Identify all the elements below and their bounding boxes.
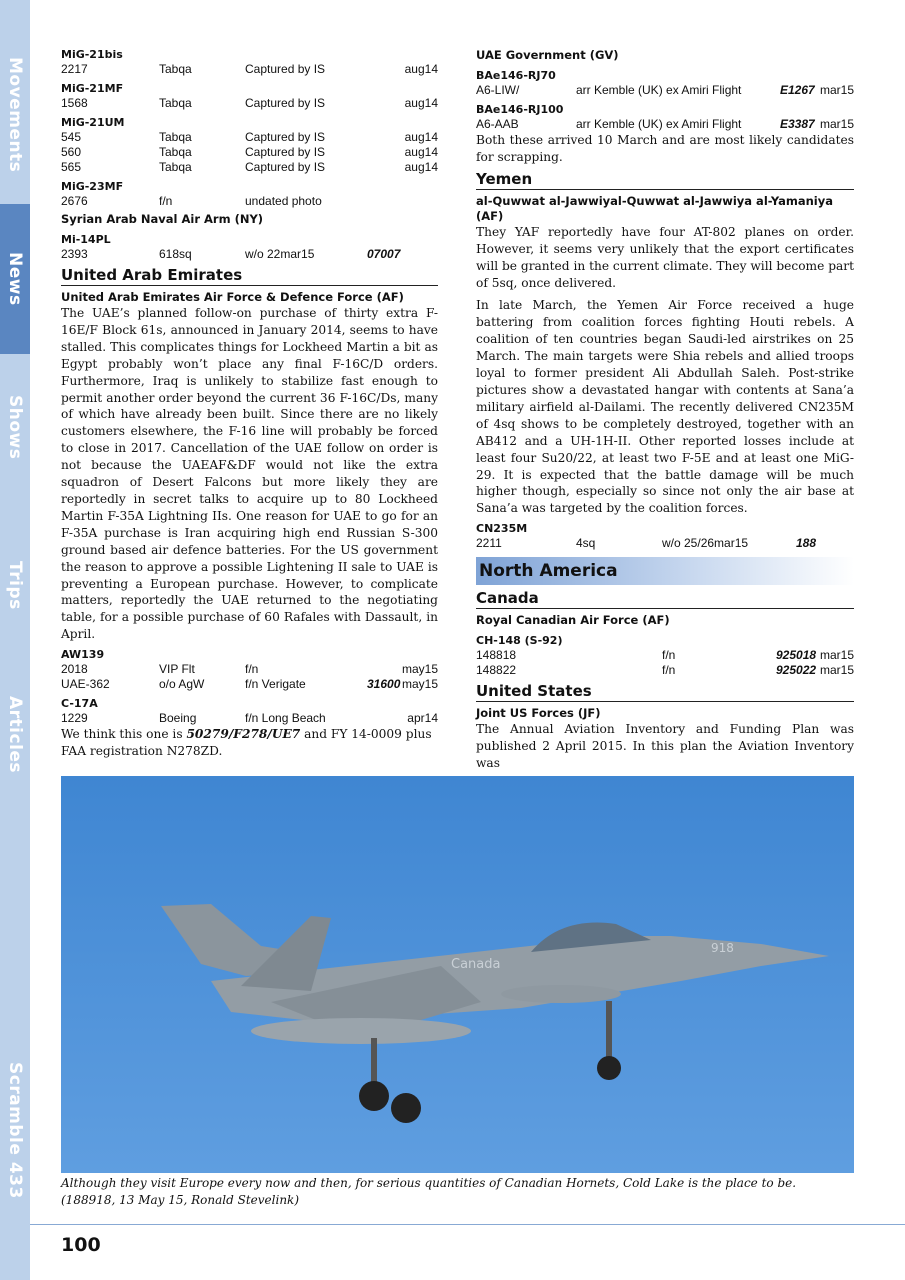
unit-heading: al-Quwwat al-Jawwiyal-Quwwat al-Jawwiya al-Yamaniya (AF): [476, 193, 834, 223]
fuselage-marking: Canada: [451, 957, 501, 972]
footer-rule: [30, 1224, 905, 1225]
centre-tank: [501, 985, 621, 1003]
body-paragraph: The Annual Aviation Inventory and Funding Plan was published 2 April 2015. In this plan the Aviation Inventory was: [476, 722, 854, 771]
tail-number: 918: [711, 941, 734, 955]
section-title-us: United States: [476, 682, 854, 702]
unit-heading: Syrian Arab Naval Air Arm (NY): [61, 212, 264, 226]
body-paragraph: In late March, the Yemen Air Force received a huge battering from coalition forces fighting Houti rebels. A coalition of ten countries began Saudi-led airstrikes on 25 March. The main targets were Shia rebels and allied troops loyal to former president Ali Abdullah Saleh. Post-strike pictures show a devastated hangar with contents at Sana’a military airfield al-Dailami. The recently delivered CN235M of 4sq shows to be completely destroyed, together with an AB412 and a UH-1H-II. Other reported losses include at least four Su20/22, at least two F-5E and at least one MiG-29. It is expected that the battle damage will be much higher though, especially so since not only the air base at Sana’a was targeted by the coalition forces.: [476, 298, 854, 516]
nose-gear-strut: [606, 1001, 612, 1061]
section-sidebar: [0, 0, 30, 1280]
sidebar-tab-articles[interactable]: Articles: [5, 696, 25, 774]
type-heading: MiG-23MF: [61, 180, 124, 193]
fuel-tank: [251, 1018, 471, 1044]
table-row: 2217 Tabqa Captured by IS aug14: [61, 62, 438, 76]
type-heading: BAe146-RJ70: [476, 69, 556, 82]
table-row: 148818 f/n 925018 mar15: [476, 648, 854, 663]
section-title-canada: Canada: [476, 589, 854, 609]
sidebar-tab-movements[interactable]: Movements: [5, 57, 25, 173]
left-column: [61, 44, 438, 760]
nose-wheel: [597, 1056, 621, 1080]
table-row: 2018 VIP Flt f/n may15: [61, 662, 438, 677]
section-title-yemen: Yemen: [476, 170, 854, 190]
type-heading: MiG-21UM: [61, 116, 125, 129]
c17-note: We think this one is 50279/F278/UE7 and FY 14-0009 plus FAA registration N278ZD.: [61, 727, 432, 759]
sidebar-tab-scramble[interactable]: Scramble 433: [5, 1061, 25, 1199]
sidebar-tab-news[interactable]: News: [0, 204, 30, 354]
table-row: 2211 4sq w/o 25/26mar15 188: [476, 536, 817, 551]
table-row: 2676 f/n undated photo: [61, 194, 322, 208]
body-paragraph: The UAE’s planned follow-on purchase of thirty extra F-16E/F Block 61s, announced in January 2014, seems to have stalled. This complicates things for Lockheed Martin a bit as Egypt probably won’t place any final F-16C/D orders. Furthermore, Iraq is unlikely to stabilize fast enough to permit another order beyond the current 36 F-16C/Ds, many of which have already been built. Since there are no likely customers elsewhere, the F-16 line will probably be forced to close in 2017. Cancellation of the UAE follow on order is not because the UAEAF&DF would not like the extra squadron of Desert Falcons but more likely they are reportedly in secret talks to acquire up to 80 Lockheed Martin F-35A Lightning IIs. One reason for UAE to go for an F-35A purchase is Iran acquiring high end Russian S-300 ground based air defence batteries. For the US government the reason to approve a possible Lightening II sale to UAE is preventing a European purchase. However, to complicate matters, reportedly the UAE returned to the negotiating table, for a possible purchase of 60 Rafales with Dassault, in April.: [61, 306, 438, 642]
table-row: UAE-362 o/o AgW f/n Verigate 31600 may15: [61, 677, 438, 692]
type-heading: CN235M: [476, 522, 528, 536]
photo-caption: Although they visit Europe every now and then, for serious quantities of Canadian Hornets, Cold Lake is the place to be. (188918, 13 May 15, Ronald Stevelink): [61, 1176, 797, 1207]
type-heading: MiG-21MF: [61, 82, 124, 95]
unit-heading: UAE Government (GV): [476, 48, 619, 62]
unit-heading: Royal Canadian Air Force (AF): [476, 613, 670, 628]
table-row: 565 Tabqa Captured by IS aug14: [61, 160, 438, 174]
sidebar-tab-shows[interactable]: Shows: [5, 394, 25, 460]
table-row: 545 Tabqa Captured by IS aug14: [61, 130, 438, 144]
body-paragraph: They YAF reportedly have four AT-802 planes on order. However, it seems very unlikely that the export certificates will be granted in the current climate. They will become part of 5sq, once delivered.: [476, 224, 854, 290]
section-title-uae: United Arab Emirates: [61, 266, 438, 286]
table-row: 560 Tabqa Captured by IS aug14: [61, 145, 438, 159]
table-row: 1568 Tabqa Captured by IS aug14: [61, 96, 438, 110]
hornet-photo: [61, 776, 854, 1173]
body-paragraph: Both these arrived 10 March and are most likely candidates for scrapping.: [476, 133, 854, 164]
type-heading: C-17A: [61, 697, 98, 711]
type-heading: AW139: [61, 648, 105, 662]
right-column: [476, 44, 854, 772]
type-heading: MiG-21bis: [61, 48, 123, 61]
page-number: 100: [61, 1234, 101, 1256]
table-row: A6-AAB arr Kemble (UK) ex Amiri Flight E3387 mar15: [476, 117, 854, 131]
main-wheel: [359, 1081, 389, 1111]
unit-heading: Joint US Forces (JF): [476, 706, 601, 721]
type-heading: CH-148 (S-92): [476, 634, 563, 648]
region-banner: North America: [476, 557, 854, 585]
table-row: 2393 618sq w/o 22mar15 07007: [61, 247, 401, 261]
table-row: A6-LIW/ arr Kemble (UK) ex Amiri Flight E1267 mar15: [476, 83, 854, 97]
table-row: 148822 f/n 925022 mar15: [476, 663, 854, 678]
unit-heading: United Arab Emirates Air Force & Defence Force (AF): [61, 290, 404, 304]
main-wheel: [391, 1093, 421, 1123]
table-row: 1229 Boeing f/n Long Beach apr14: [61, 711, 438, 726]
type-heading: BAe146-RJ100: [476, 103, 564, 116]
sidebar-tab-trips[interactable]: Trips: [5, 560, 25, 610]
type-heading: Mi-14PL: [61, 233, 111, 246]
